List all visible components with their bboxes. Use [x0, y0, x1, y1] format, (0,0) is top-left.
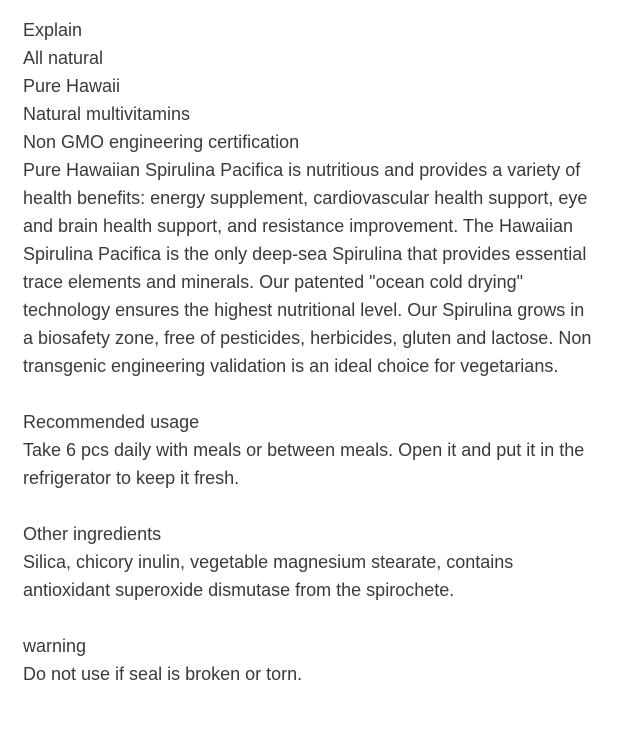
section-spacer	[23, 380, 623, 408]
warning-heading: warning	[23, 636, 87, 656]
explain-heading: Explain	[23, 20, 83, 40]
feature-item: All natural	[23, 48, 104, 68]
ingredients-text: Silica, chicory inulin, vegetable magnesium stearate, contains antioxidant superoxide dismutase from the spirochete.	[23, 552, 514, 600]
product-description	[23, 16, 623, 688]
feature-item: Non GMO engineering certification	[23, 132, 300, 152]
usage-text: Take 6 pcs daily with meals or between meals. Open it and put it in the refrigerator to keep it fresh.	[23, 440, 585, 488]
feature-item: Natural multivitamins	[23, 104, 191, 124]
section-spacer	[23, 492, 623, 520]
usage-heading: Recommended usage	[23, 412, 200, 432]
section-spacer	[23, 604, 623, 632]
ingredients-heading: Other ingredients	[23, 524, 162, 544]
warning-text: Do not use if seal is broken or torn.	[23, 664, 303, 684]
feature-item: Pure Hawaii	[23, 76, 121, 96]
explain-description: Pure Hawaiian Spirulina Pacifica is nutritious and provides a variety of health benefits: energy supplement, cardiovascular health support, eye and brain health support, and resistance improvement. The Hawaiian Spirulina Pacifica is the only deep-sea Spirulina that provides essential trace elements and minerals. Our patented "ocean cold drying" technology ensures the highest nutritional level. Our Spirulina grows in a biosafety zone, free of pesticides, herbicides, gluten and lactose. Non transgenic engineering validation is an ideal choice for vegetarians.	[23, 160, 592, 376]
